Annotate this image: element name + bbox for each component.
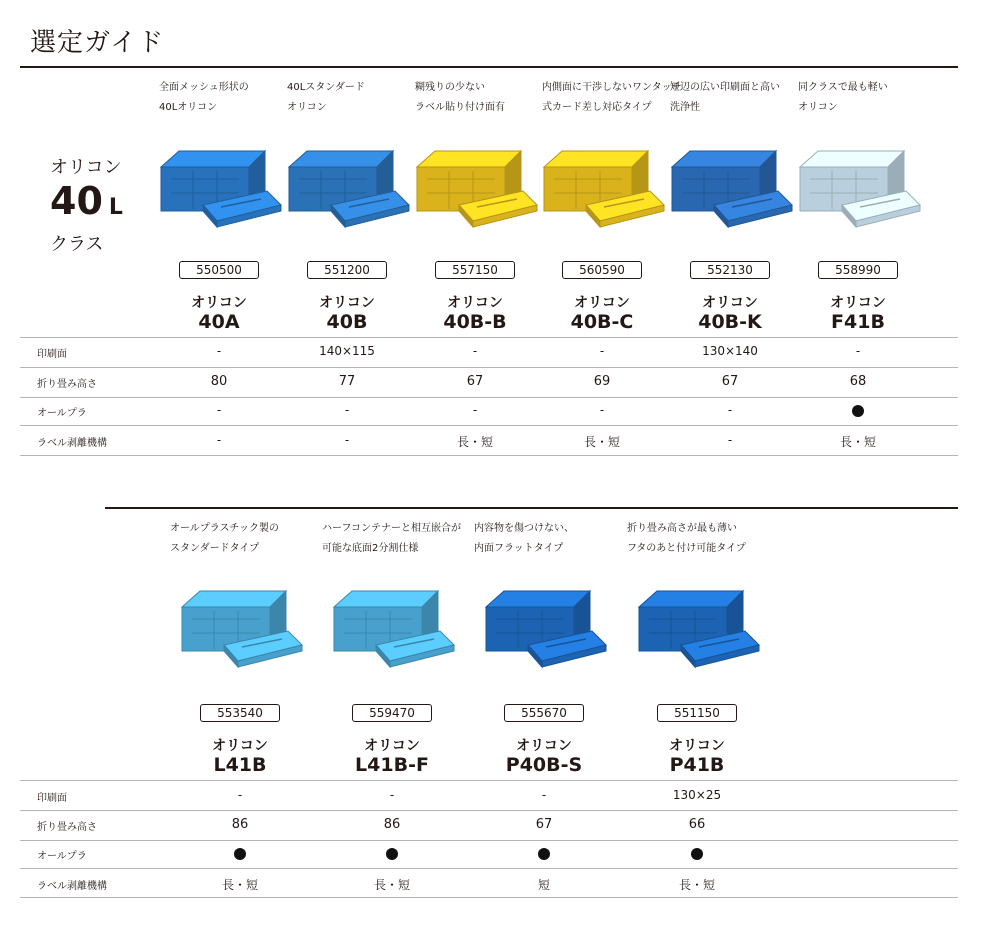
spec-height: 69	[593, 374, 611, 389]
product-code: 557150	[435, 261, 515, 279]
bottom-row-label: 印刷面	[37, 793, 67, 804]
product-brand: オリコン	[669, 738, 725, 754]
spec-height: 86	[383, 817, 401, 832]
container-image	[413, 145, 543, 231]
product-model: L41B	[213, 754, 267, 776]
bottom-row-label: 折り畳み高さ	[37, 822, 97, 833]
spec-height: 67	[721, 374, 739, 389]
page-title: 選定ガイド	[30, 28, 165, 58]
top-row-line	[20, 367, 958, 368]
spec-label: 短	[537, 878, 550, 892]
product-code: 550500	[179, 261, 259, 279]
product-code: 558990	[818, 261, 898, 279]
bottom-row-line	[20, 868, 958, 869]
spec-print: -	[541, 788, 547, 802]
top-row-line	[20, 425, 958, 426]
top-row-label: 折り畳み高さ	[37, 379, 97, 390]
product-brand: オリコン	[364, 738, 420, 754]
product-brand: オリコン	[830, 295, 886, 311]
spec-height: 68	[849, 374, 867, 389]
spec-label: 長・短	[373, 878, 410, 892]
container-image	[635, 585, 765, 671]
product-code: 552130	[690, 261, 770, 279]
product-code: 551150	[657, 704, 737, 722]
top-row-line	[20, 455, 958, 456]
spec-label: -	[216, 433, 222, 447]
all-plastic-dot	[234, 848, 246, 860]
product-brand: オリコン	[516, 738, 572, 754]
product-description: 短辺の広い印刷面と高い 洗浄性	[670, 82, 780, 113]
spec-allplastic: -	[472, 403, 478, 417]
spec-print: -	[216, 344, 222, 358]
product-model: 40B-C	[570, 311, 634, 333]
spec-print: 140×115	[319, 344, 375, 358]
spec-print: -	[389, 788, 395, 802]
container-image	[540, 145, 670, 231]
spec-label: 長・短	[839, 435, 876, 449]
product-description: 折り畳み高さが最も薄い フタのあと付け可能タイプ	[627, 523, 746, 554]
product-model: P41B	[669, 754, 725, 776]
spec-allplastic: -	[216, 403, 222, 417]
top-row-label: オールプラ	[37, 408, 87, 419]
product-code: 555670	[504, 704, 584, 722]
container-image	[482, 585, 612, 671]
bottom-row-label: オールプラ	[37, 851, 87, 862]
spec-allplastic: -	[599, 403, 605, 417]
spec-label: 長・短	[583, 435, 620, 449]
product-brand: オリコン	[212, 738, 268, 754]
spec-print: -	[599, 344, 605, 358]
product-code: 560590	[562, 261, 642, 279]
bottom-row-line	[20, 840, 958, 841]
product-brand: オリコン	[447, 295, 503, 311]
product-description: ハーフコンテナーと相互嵌合が 可能な底面2分割仕様	[322, 523, 461, 554]
product-brand: オリコン	[574, 295, 630, 311]
title-divider	[20, 66, 958, 68]
spec-height: 67	[466, 374, 484, 389]
product-model: 40B-B	[443, 311, 507, 333]
spec-height: 80	[210, 374, 228, 389]
product-model: P40B-S	[505, 754, 583, 776]
product-description: 40Lスタンダード オリコン	[287, 82, 365, 113]
spec-print: -	[237, 788, 243, 802]
top-row-line	[20, 397, 958, 398]
product-model: 40B-K	[698, 311, 762, 333]
all-plastic-dot	[538, 848, 550, 860]
spec-height: 66	[688, 817, 706, 832]
spec-label: -	[727, 433, 733, 447]
container-image	[285, 145, 415, 231]
container-image	[178, 585, 308, 671]
product-code: 559470	[352, 704, 432, 722]
container-image	[157, 145, 287, 231]
class-label-line1: オリコン	[50, 157, 122, 178]
spec-height: 86	[231, 817, 249, 832]
spec-allplastic: -	[344, 403, 350, 417]
product-model: L41B-F	[355, 754, 429, 776]
all-plastic-dot	[691, 848, 703, 860]
bottom-row-line	[20, 780, 958, 781]
spec-print: -	[472, 344, 478, 358]
spec-label: 長・短	[456, 435, 493, 449]
product-brand: オリコン	[319, 295, 375, 311]
all-plastic-dot	[852, 405, 864, 417]
spec-print: -	[855, 344, 861, 358]
spec-height: 77	[338, 374, 356, 389]
spec-label: -	[344, 433, 350, 447]
product-description: オールプラスチック製の スタンダードタイプ	[170, 523, 279, 554]
product-description: 糊残りの少ない ラベル貼り付け面有	[415, 82, 505, 113]
product-description: 内側面に干渉しないワンタッチ 式カード差し対応タイプ	[542, 82, 682, 113]
product-description: 内容物を傷つけない、 内面フラットタイプ	[474, 523, 574, 554]
spec-label: 長・短	[678, 878, 715, 892]
product-brand: オリコン	[702, 295, 758, 311]
product-model: 40A	[198, 311, 240, 333]
spec-label: 長・短	[221, 878, 258, 892]
product-description: 全面メッシュ形状の 40Lオリコン	[159, 82, 249, 113]
container-image	[796, 145, 926, 231]
product-model: 40B	[326, 311, 368, 333]
spec-allplastic: -	[727, 403, 733, 417]
class-label	[50, 153, 123, 256]
bottom-row-line	[20, 897, 958, 898]
container-image	[668, 145, 798, 231]
class-label-line3: クラス	[50, 234, 104, 255]
product-code: 553540	[200, 704, 280, 722]
top-row-label: 印刷面	[37, 349, 67, 360]
product-model: F41B	[831, 311, 885, 333]
all-plastic-dot	[386, 848, 398, 860]
spec-height: 67	[535, 817, 553, 832]
container-image	[330, 585, 460, 671]
top-row-line	[20, 337, 958, 338]
top-row-label: ラベル剥離機構	[37, 438, 107, 449]
spec-print: 130×25	[672, 788, 722, 802]
product-description: 同クラスで最も軽い オリコン	[798, 82, 888, 113]
spec-print: 130×140	[702, 344, 758, 358]
bottom-row-line	[20, 810, 958, 811]
class-label-size: 40 L	[50, 179, 123, 223]
product-brand: オリコン	[191, 295, 247, 311]
product-code: 551200	[307, 261, 387, 279]
bottom-row-label: ラベル剥離機構	[37, 881, 107, 892]
bottom-divider	[105, 507, 958, 509]
